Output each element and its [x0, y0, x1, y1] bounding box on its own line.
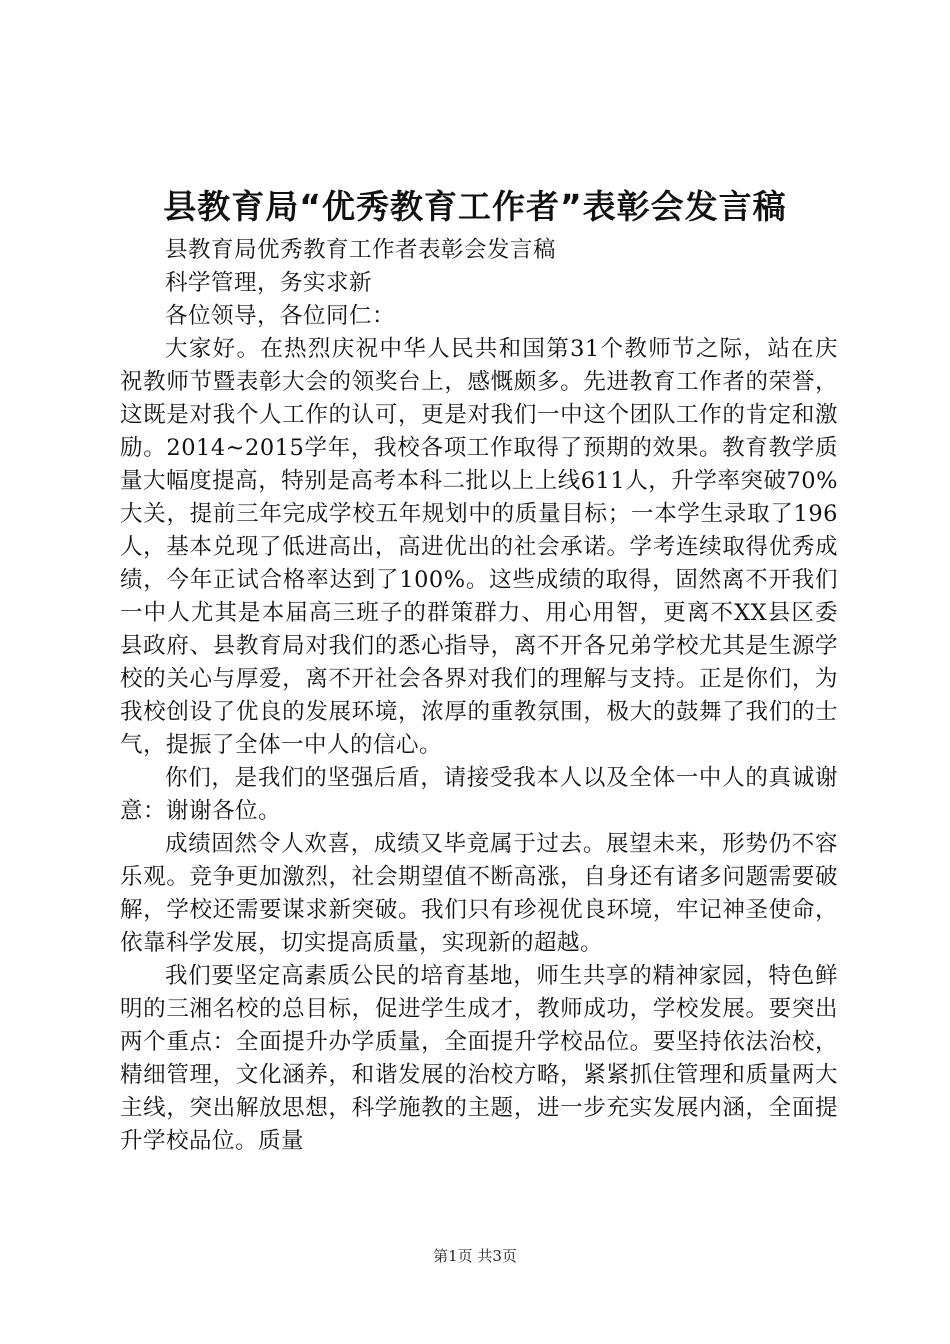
paragraph-body: 我们要坚定高素质公民的培育基地，师生共享的精神家园，特色鲜明的三湘名校的总目标，促进学生成才，教师成功，学校发展。要突出两个重点：全面提升办学质量，全面提升学校品位。要坚持依法治校，精细管理，文化涵养，和谐发展的治校方略，紧紧抓住管理和质量两大主线，突出解放思想，科学施教的主题，进一步充实发展内涵，全面提升学校品位。质量 — [120, 963, 838, 1154]
document-body — [120, 234, 838, 1158]
paragraph-theme: 科学管理，务实求新 — [165, 270, 373, 296]
paragraph-body: 你们，是我们的坚强后盾，请接受我本人以及全体一中人的真诚谢意：谢谢各位。 — [120, 765, 838, 824]
document-title: 县教育局“优秀教育工作者”表彰会发言稿 — [163, 187, 787, 226]
paragraph-subtitle: 县教育局优秀教育工作者表彰会发言稿 — [165, 237, 557, 263]
paragraph-body: 成绩固然令人欢喜，成绩又毕竟属于过去。展望未来，形势仍不容乐观。竞争更加激烈，社会期望值不断高涨，自身还有诸多问题需要破解，学校还需要谋求新突破。我们只有珍视优良环境，牢记神圣使命，依靠科学发展，切实提高质量，实现新的超越。 — [120, 831, 838, 956]
paragraph-salutation: 各位领导，各位同仁： — [165, 303, 396, 329]
page-footer: 第1页 共3页 — [433, 1247, 517, 1265]
paragraph-body: 大家好。在热烈庆祝中华人民共和国第31个教师节之际，站在庆祝教师节暨表彰大会的领奖台上，感慨颇多。先进教育工作者的荣誉，这既是对我个人工作的认可，更是对我们一中这个团队工作的肯定和激励。2014~2015学年，我校各项工作取得了预期的效果。教育教学质量大幅度提高，特别是高考本科二批以上上线611人，升学率突破70%大关，提前三年完成学校五年规划中的质量目标；一本学生录取了196人，基本兑现了低进高出，高进优出的社会承诺。学考连续取得优秀成绩，今年正试合格率达到了100%。这些成绩的取得，固然离不开我们一中人尤其是本届高三班子的群策群力、用心用智，更离不XX县区委县政府、县教育局对我们的悉心指导，离不开各兄弟学校尤其是生源学校的关心与厚爱，离不开社会各界对我们的理解与支持。正是你们，为我校创设了优良的发展环境，浓厚的重教氛围，极大的鼓舞了我们的士气，提振了全体一中人的信心。 — [120, 336, 838, 758]
